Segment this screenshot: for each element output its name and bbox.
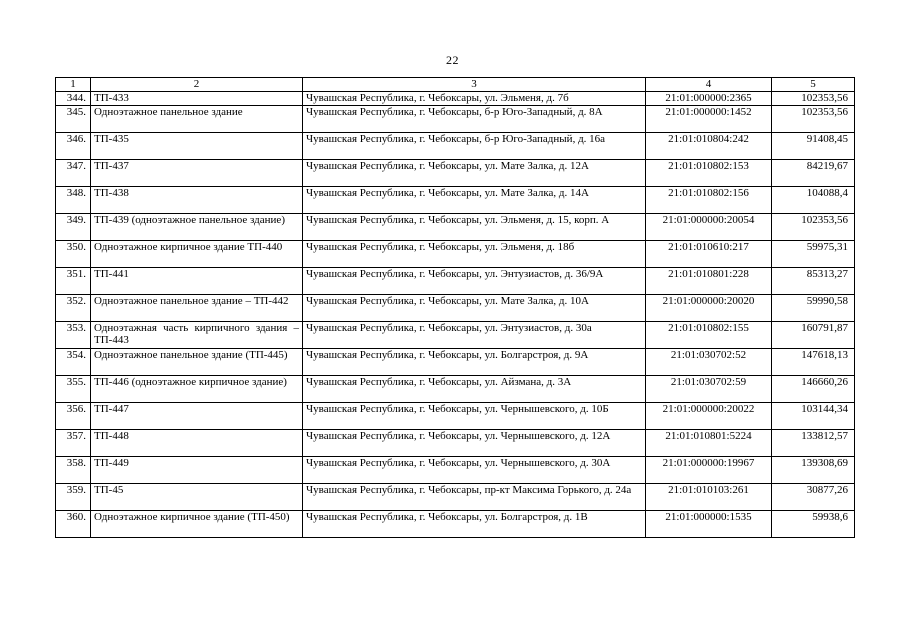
cadastral-number: 21:01:000000:20022 <box>646 402 772 429</box>
row-number: 349. <box>56 213 91 240</box>
object-address: Чувашская Республика, г. Чебоксары, пр-кт Максима Горького, д. 24а <box>303 483 646 510</box>
object-address: Чувашская Республика, г. Чебоксары, ул. Эльменя, д. 18б <box>303 240 646 267</box>
object-address: Чувашская Республика, г. Чебоксары, ул. Энтузиастов, д. 36/9А <box>303 267 646 294</box>
row-number: 347. <box>56 159 91 186</box>
cadastral-number: 21:01:000000:1452 <box>646 105 772 132</box>
object-value: 102353,56 <box>772 91 855 105</box>
row-number: 358. <box>56 456 91 483</box>
table-header-row <box>56 78 855 92</box>
object-address: Чувашская Республика, г. Чебоксары, ул. Эльменя, д. 7б <box>303 91 646 105</box>
object-value: 91408,45 <box>772 132 855 159</box>
object-name: ТП-448 <box>91 429 303 456</box>
row-number: 345. <box>56 105 91 132</box>
object-value: 84219,67 <box>772 159 855 186</box>
table-row <box>56 429 855 456</box>
object-address: Чувашская Республика, г. Чебоксары, б-р Юго-Западный, д. 8А <box>303 105 646 132</box>
table-row <box>56 483 855 510</box>
table-row <box>56 213 855 240</box>
object-address: Чувашская Республика, г. Чебоксары, ул. Чернышевского, д. 10Б <box>303 402 646 429</box>
table-row <box>56 159 855 186</box>
object-address: Чувашская Республика, г. Чебоксары, ул. Эльменя, д. 15, корп. А <box>303 213 646 240</box>
cadastral-number: 21:01:010802:155 <box>646 321 772 348</box>
table-row <box>56 186 855 213</box>
object-value: 30877,26 <box>772 483 855 510</box>
table-row <box>56 348 855 375</box>
object-name: ТП-439 (одноэтажное панельное здание) <box>91 213 303 240</box>
object-value: 146660,26 <box>772 375 855 402</box>
object-value: 85313,27 <box>772 267 855 294</box>
cadastral-number: 21:01:010801:228 <box>646 267 772 294</box>
object-name: ТП-446 (одноэтажное кирпичное здание) <box>91 375 303 402</box>
object-address: Чувашская Республика, г. Чебоксары, ул. Мате Залка, д. 14А <box>303 186 646 213</box>
object-name: Одноэтажная часть кирпичного здания – ТП-443 <box>91 321 303 348</box>
cadastral-number: 21:01:000000:19967 <box>646 456 772 483</box>
object-name: Одноэтажное панельное здание <box>91 105 303 132</box>
object-name: ТП-437 <box>91 159 303 186</box>
cadastral-number: 21:01:010802:156 <box>646 186 772 213</box>
column-header-5: 5 <box>772 78 855 92</box>
row-number: 352. <box>56 294 91 321</box>
object-value: 102353,56 <box>772 213 855 240</box>
table-row <box>56 402 855 429</box>
table-row <box>56 510 855 537</box>
cadastral-number: 21:01:010801:5224 <box>646 429 772 456</box>
row-number: 356. <box>56 402 91 429</box>
table-row <box>56 91 855 105</box>
object-name: ТП-449 <box>91 456 303 483</box>
row-number: 354. <box>56 348 91 375</box>
object-value: 103144,34 <box>772 402 855 429</box>
cadastral-number: 21:01:000000:20020 <box>646 294 772 321</box>
object-address: Чувашская Республика, г. Чебоксары, б-р Юго-Западный, д. 16а <box>303 132 646 159</box>
object-value: 147618,13 <box>772 348 855 375</box>
row-number: 344. <box>56 91 91 105</box>
object-value: 102353,56 <box>772 105 855 132</box>
object-name: Одноэтажное панельное здание (ТП-445) <box>91 348 303 375</box>
object-name: ТП-435 <box>91 132 303 159</box>
object-name: Одноэтажное кирпичное здание ТП-440 <box>91 240 303 267</box>
table-row <box>56 294 855 321</box>
object-value: 160791,87 <box>772 321 855 348</box>
cadastral-number: 21:01:000000:2365 <box>646 91 772 105</box>
row-number: 359. <box>56 483 91 510</box>
object-address: Чувашская Республика, г. Чебоксары, ул. Айзмана, д. 3А <box>303 375 646 402</box>
row-number: 353. <box>56 321 91 348</box>
object-value: 139308,69 <box>772 456 855 483</box>
cadastral-number: 21:01:010804:242 <box>646 132 772 159</box>
cadastral-number: 21:01:000000:1535 <box>646 510 772 537</box>
table-row <box>56 105 855 132</box>
row-number: 360. <box>56 510 91 537</box>
row-number: 355. <box>56 375 91 402</box>
column-header-1: 1 <box>56 78 91 92</box>
object-value: 133812,57 <box>772 429 855 456</box>
object-address: Чувашская Республика, г. Чебоксары, ул. Энтузиастов, д. 30а <box>303 321 646 348</box>
row-number: 348. <box>56 186 91 213</box>
object-name: ТП-45 <box>91 483 303 510</box>
column-header-2: 2 <box>91 78 303 92</box>
object-address: Чувашская Республика, г. Чебоксары, ул. Болгарстроя, д. 1В <box>303 510 646 537</box>
row-number: 350. <box>56 240 91 267</box>
object-value: 59990,58 <box>772 294 855 321</box>
cadastral-number: 21:01:010802:153 <box>646 159 772 186</box>
object-name: Одноэтажное панельное здание – ТП-442 <box>91 294 303 321</box>
row-number: 351. <box>56 267 91 294</box>
table-row <box>56 267 855 294</box>
page-number: 22 <box>446 53 459 67</box>
object-value: 104088,4 <box>772 186 855 213</box>
property-table <box>55 77 855 538</box>
cadastral-number: 21:01:010103:261 <box>646 483 772 510</box>
object-address: Чувашская Республика, г. Чебоксары, ул. Чернышевского, д. 12А <box>303 429 646 456</box>
column-header-4: 4 <box>646 78 772 92</box>
row-number: 346. <box>56 132 91 159</box>
object-name: ТП-433 <box>91 91 303 105</box>
table-row <box>56 456 855 483</box>
object-name: ТП-438 <box>91 186 303 213</box>
table-row <box>56 375 855 402</box>
column-header-3: 3 <box>303 78 646 92</box>
object-address: Чувашская Республика, г. Чебоксары, ул. Мате Залка, д. 12А <box>303 159 646 186</box>
object-address: Чувашская Республика, г. Чебоксары, ул. Болгарстроя, д. 9А <box>303 348 646 375</box>
table-row <box>56 132 855 159</box>
cadastral-number: 21:01:010610:217 <box>646 240 772 267</box>
object-name: ТП-441 <box>91 267 303 294</box>
object-name: ТП-447 <box>91 402 303 429</box>
object-address: Чувашская Республика, г. Чебоксары, ул. Мате Залка, д. 10А <box>303 294 646 321</box>
object-value: 59975,31 <box>772 240 855 267</box>
cadastral-number: 21:01:000000:20054 <box>646 213 772 240</box>
object-value: 59938,6 <box>772 510 855 537</box>
row-number: 357. <box>56 429 91 456</box>
object-name: Одноэтажное кирпичное здание (ТП-450) <box>91 510 303 537</box>
table-row <box>56 240 855 267</box>
table-row <box>56 321 855 348</box>
cadastral-number: 21:01:030702:52 <box>646 348 772 375</box>
cadastral-number: 21:01:030702:59 <box>646 375 772 402</box>
object-address: Чувашская Республика, г. Чебоксары, ул. Чернышевского, д. 30А <box>303 456 646 483</box>
